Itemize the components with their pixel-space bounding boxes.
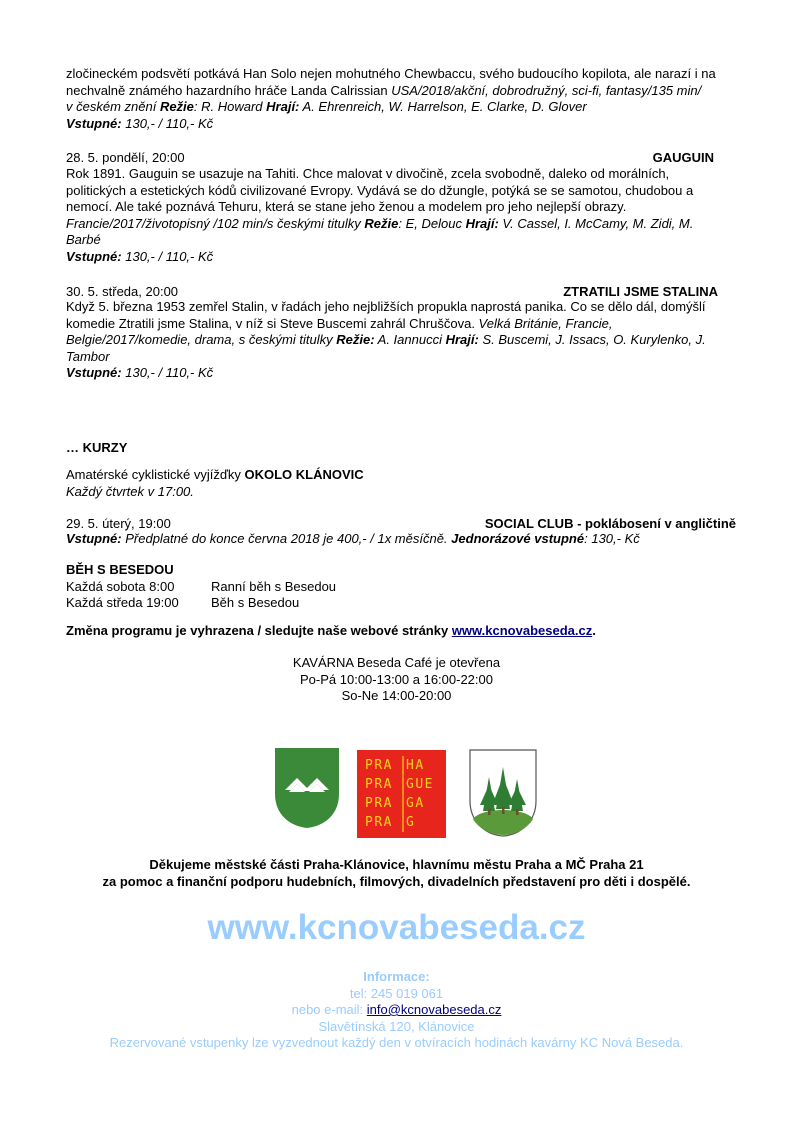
event-description: Když 5. března 1953 zemřel Stalin, v řadách jeho nejbližších propukla naprostá panika. Co se dělo dál, domýšlí: [66, 299, 706, 314]
admission-price: Předplatné do konce června 2018 je 400,- / 1x měsíčně.: [121, 531, 452, 546]
course-title: OKOLO KLÁNOVIC: [244, 467, 364, 482]
course-schedule: Každý čtvrtek v 17:00.: [66, 483, 194, 499]
praha-logo-word: PRA: [365, 758, 393, 773]
admission-price: 130,- / 110,- Kč: [121, 248, 214, 264]
klanovice-shield-logo: [275, 748, 339, 828]
thanks-line: Děkujeme městské části Praha-Klánovice, hlavnímu městu Praha a MČ Praha 21: [149, 857, 644, 872]
course-text: Amatérské cyklistické vyjížďky: [66, 467, 245, 482]
praha-logo-word: PRA: [365, 796, 393, 811]
event-title: SOCIAL CLUB - poklábosení v angličtině: [484, 516, 736, 531]
event-title: ZTRATILI JSME STALINA: [563, 284, 718, 299]
cafe-hours: [0, 655, 793, 705]
film-info: Velká Británie, Francie,: [478, 315, 613, 331]
director: : R. Howard: [193, 99, 267, 114]
run-name: Ranní běh s Besedou: [211, 578, 337, 594]
event-body-stalin: [66, 299, 746, 382]
event-header-gauguin: [66, 150, 714, 166]
cafe-weekday-hours: Po-Pá 10:00-13:00 a 16:00-22:00: [300, 671, 493, 687]
cast-label: Hrají:: [266, 99, 300, 114]
contact-info: [0, 969, 793, 1052]
contact-address: Slavětínská 120, Klánovice: [318, 1018, 475, 1034]
admission-label: Vstupné:: [66, 531, 122, 546]
notice-text: Změna programu je vyhrazena / sledujte naše webové stránky: [66, 623, 452, 638]
director: : E, Delouc: [398, 215, 466, 231]
contact-email-label: nebo e-mail:: [291, 1002, 367, 1017]
event-header-stalin: [66, 284, 718, 300]
praha-logo-text: [365, 756, 445, 832]
director-label: Režie:: [336, 332, 375, 347]
event-description: politických a estetických kódů civilizované Evropy. Vydává se do džungle, potýká se se samotou, chudobou a: [66, 182, 694, 198]
contact-heading: Informace:: [363, 969, 430, 984]
notice-end: .: [592, 623, 596, 638]
social-club-admission: [66, 531, 766, 548]
program-change-notice: [66, 623, 596, 638]
reservation-note: Rezervované vstupenky lze vyzvednout každý den v otvíracích hodinách kavárny KC Nová Beseda.: [109, 1035, 684, 1050]
praha-logo-word: PRA: [365, 815, 393, 830]
film-info: Belgie/2017/komedie, drama, s českými titulky: [66, 332, 337, 347]
film-intro-language: v českém znění: [66, 99, 160, 114]
thanks-line: za pomoc a finanční podporu hudebních, filmových, divadelních představení pro děti i dospělé.: [102, 873, 691, 889]
praha-logo: [357, 750, 446, 838]
praha21-tree-shield-logo: [469, 749, 537, 837]
thanks-note: [0, 857, 793, 890]
event-body-gauguin: [66, 166, 746, 265]
run-name: Běh s Besedou: [211, 595, 300, 610]
cast: A. Ehrenreich, W. Harrelson, E. Clarke, D. Glover: [299, 99, 587, 114]
cast: S. Buscemi, J. Issacs, O. Kurylenko, J.: [478, 332, 706, 347]
event-title: GAUGUIN: [652, 150, 714, 165]
praha-logo-word: G: [406, 815, 416, 830]
run-schedule: Každá středa 19:00: [66, 595, 179, 610]
film-intro-line-2: nechvalně známého hazardního hráče Landa Calrissian: [66, 82, 392, 98]
cafe-title: KAVÁRNA Beseda Café je otevřena: [292, 655, 501, 670]
event-date: 29. 5. úterý, 19:00: [66, 516, 171, 531]
film-intro-line-1: zločineckém podsvětí potkává Han Solo nejen mohutného Chewbaccu, svého budoucího kopilota, ale narazí i na: [66, 66, 716, 81]
contact-email-link[interactable]: info@kcnovabeseda.cz: [366, 1002, 502, 1017]
praha-logo-word: HA: [406, 758, 425, 773]
admission-label: Vstupné:: [66, 365, 122, 380]
event-description: komedie Ztratili jsme Stalina, v níž si Steve Buscemi zahrál Chruščova.: [66, 315, 479, 331]
film-intro: [66, 66, 746, 132]
event-header-social-club: [66, 516, 736, 532]
admission-label: Vstupné:: [66, 115, 122, 131]
event-date: 28. 5. pondělí, 20:00: [66, 150, 185, 165]
cast-label: Hrají:: [445, 332, 479, 347]
praha-logo-word: PRA: [365, 777, 393, 792]
praha-logo-word: GUE: [406, 777, 434, 792]
cast: V. Cassel, I. McCamy, M. Zidi, M.: [498, 215, 694, 231]
cast: Tambor: [66, 348, 110, 364]
director-label: Režie: [364, 215, 399, 231]
director-label: Režie: [159, 99, 194, 114]
admission-price: 130,- / 110,- Kč: [121, 115, 214, 131]
website-heading[interactable]: www.kcnovabeseda.cz: [207, 908, 586, 947]
section-heading-running: BĚH S BESEDOU: [66, 562, 174, 577]
film-intro-info: USA/2018/akční, dobrodružný, sci-fi, fantasy/135 min/: [391, 82, 702, 98]
course-cycling: [66, 467, 746, 500]
single-admission-label: Jednorázové vstupné: [451, 531, 585, 546]
running-section: [66, 562, 466, 612]
admission-label: Vstupné:: [66, 248, 122, 264]
section-heading-courses: … KURZY: [66, 440, 128, 455]
event-description: nemocí. Ale také poznává Tehuru, která se stane jeho ženou a modelem pro jeho nejlepší obrazy.: [66, 199, 627, 214]
website-link[interactable]: www.kcnovabeseda.cz: [451, 623, 593, 638]
contact-phone: tel: 245 019 061: [349, 985, 444, 1001]
cafe-weekend-hours: So-Ne 14:00-20:00: [341, 688, 452, 703]
cast-label: Hrají:: [465, 215, 499, 231]
single-admission-price: : 130,- Kč: [584, 531, 640, 546]
film-info: Francie/2017/životopisný /102 min/s českými titulky: [66, 215, 365, 231]
cast: Barbé: [66, 232, 101, 247]
event-date: 30. 5. středa, 20:00: [66, 284, 179, 299]
run-schedule: Každá sobota 8:00: [66, 578, 175, 594]
praha-logo-word: GA: [406, 796, 425, 811]
director: A. Iannucci: [374, 332, 446, 347]
admission-price: 130,- / 110,- Kč: [121, 365, 214, 380]
event-description: Rok 1891. Gauguin se usazuje na Tahiti. Chce malovat v divočině, zcela svobodně, daleko od morálních,: [66, 166, 670, 181]
